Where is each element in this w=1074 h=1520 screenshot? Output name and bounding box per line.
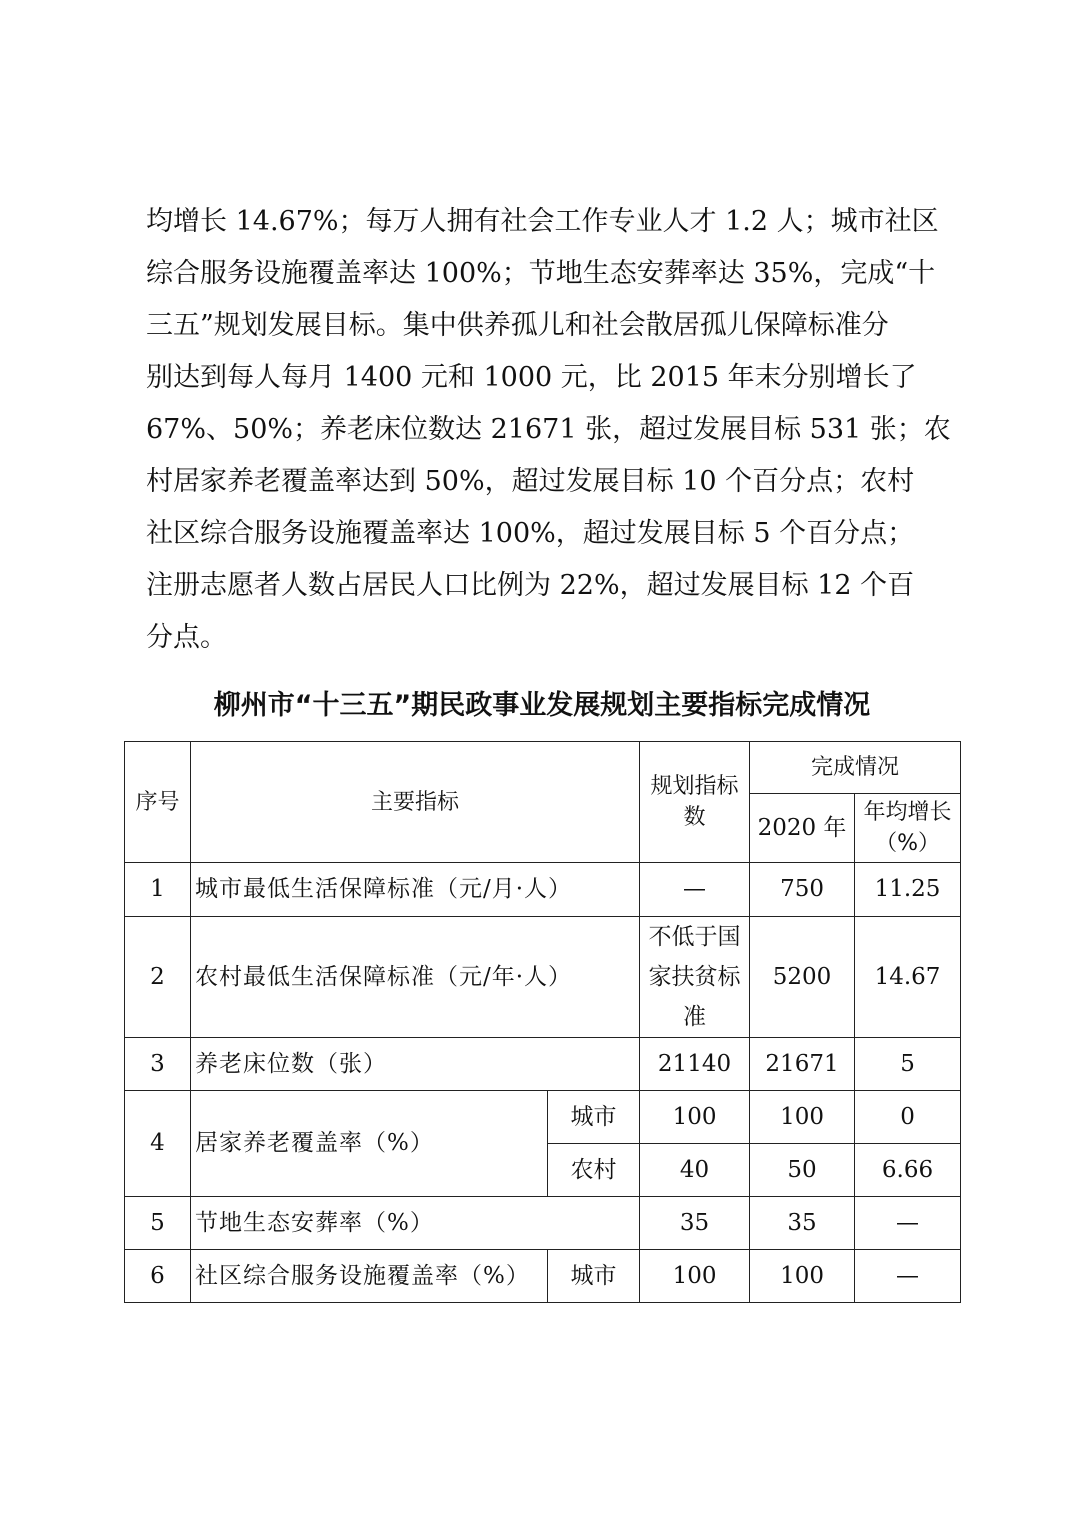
cell-indicator: 社区综合服务设施覆盖率（%） [191, 1250, 548, 1303]
cell-year: 21671 [750, 1038, 855, 1091]
cell-plan: 40 [640, 1144, 750, 1197]
paragraph-line: 均增长 14.67%；每万人拥有社会工作专业人才 1.2 人；城市社区 [146, 206, 939, 237]
cell-year: 35 [750, 1197, 855, 1250]
cell-seq: 1 [125, 863, 191, 917]
body-paragraph [146, 196, 951, 664]
cell-type: 城市 [548, 1250, 640, 1303]
cell-year: 750 [750, 863, 855, 917]
cell-growth: — [855, 1197, 961, 1250]
paragraph-line: 三五”规划发展目标。集中供养孤儿和社会散居孤儿保障标准分 [146, 310, 889, 341]
table-row [125, 1250, 961, 1303]
paragraph-line: 综合服务设施覆盖率达 100%；节地生态安葬率达 35%，完成“十 [146, 258, 936, 289]
cell-seq: 2 [125, 917, 191, 1038]
cell-plan: 21140 [640, 1038, 750, 1091]
cell-indicator: 养老床位数（张） [191, 1038, 640, 1091]
cell-growth: 11.25 [855, 863, 961, 917]
cell-indicator: 城市最低生活保障标准（元/月·人） [191, 863, 640, 917]
table-row [125, 917, 961, 1038]
paragraph-line: 村居家养老覆盖率达到 50%，超过发展目标 10 个百分点；农村 [146, 466, 915, 497]
cell-year: 100 [750, 1091, 855, 1144]
cell-year: 100 [750, 1250, 855, 1303]
header-plan: 规划指标数 [640, 742, 750, 863]
cell-seq: 5 [125, 1197, 191, 1250]
cell-seq: 6 [125, 1250, 191, 1303]
table-row [125, 863, 961, 917]
cell-seq: 4 [125, 1091, 191, 1197]
cell-plan: 不低于国家扶贫标准 [640, 917, 750, 1038]
cell-growth: 14.67 [855, 917, 961, 1038]
cell-plan: 35 [640, 1197, 750, 1250]
cell-indicator: 节地生态安葬率（%） [191, 1197, 640, 1250]
cell-growth: — [855, 1250, 961, 1303]
indicator-table [124, 741, 961, 1303]
cell-plan: 100 [640, 1091, 750, 1144]
cell-growth: 5 [855, 1038, 961, 1091]
cell-type: 城市 [548, 1091, 640, 1144]
cell-year: 50 [750, 1144, 855, 1197]
cell-growth: 6.66 [855, 1144, 961, 1197]
cell-indicator: 农村最低生活保障标准（元/年·人） [191, 917, 640, 1038]
paragraph-line: 分点。 [146, 622, 227, 653]
header-seq: 序号 [125, 742, 191, 863]
paragraph-line: 注册志愿者人数占居民人口比例为 22%，超过发展目标 12 个百 [146, 570, 915, 601]
cell-indicator: 居家养老覆盖率（%） [191, 1091, 548, 1197]
table-header-row [125, 742, 961, 794]
header-indicator: 主要指标 [191, 742, 640, 863]
cell-type: 农村 [548, 1144, 640, 1197]
cell-growth: 0 [855, 1091, 961, 1144]
cell-plan: 100 [640, 1250, 750, 1303]
table-row [125, 1197, 961, 1250]
table-title: 柳州市“十三五”期民政事业发展规划主要指标完成情况 [213, 690, 871, 721]
header-year: 2020 年 [750, 794, 855, 863]
paragraph-line: 别达到每人每月 1400 元和 1000 元，比 2015 年末分别增长了 [146, 362, 917, 393]
cell-seq: 3 [125, 1038, 191, 1091]
paragraph-line: 社区综合服务设施覆盖率达 100%，超过发展目标 5 个百分点； [146, 518, 915, 549]
header-completion: 完成情况 [750, 742, 961, 794]
cell-plan: — [640, 863, 750, 917]
paragraph-line: 67%、50%；养老床位数达 21671 张，超过发展目标 531 张；农 [146, 414, 951, 445]
cell-year: 5200 [750, 917, 855, 1038]
table-row [125, 1038, 961, 1091]
table-row [125, 1091, 961, 1144]
header-growth: 年均增长（%） [855, 794, 961, 863]
